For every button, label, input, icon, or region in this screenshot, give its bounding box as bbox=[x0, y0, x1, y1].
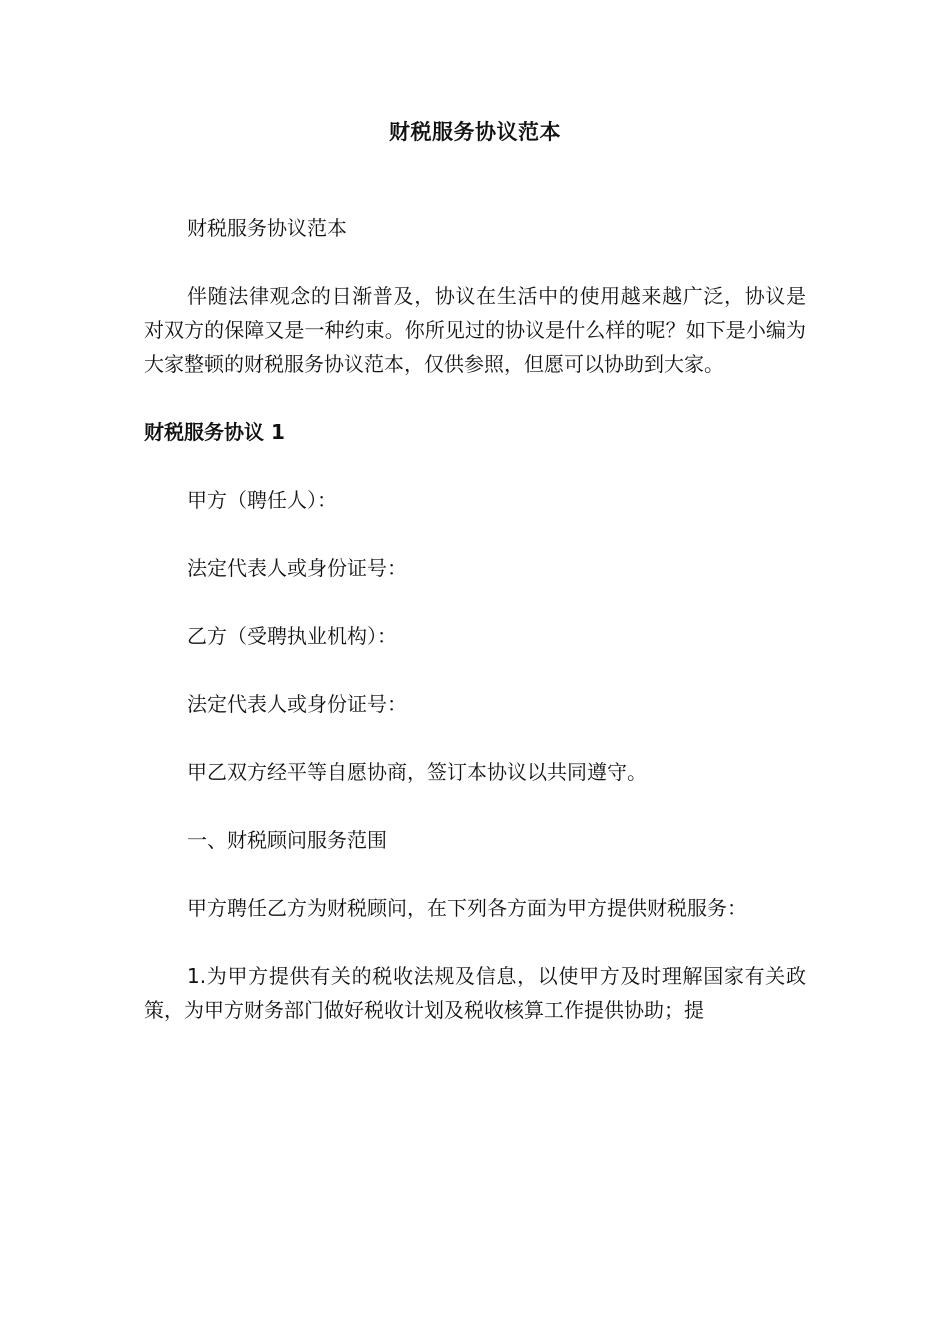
document-body bbox=[144, 211, 806, 1061]
paragraph-party-a-representative: 法定代表人或身份证号： bbox=[187, 556, 407, 580]
paragraph-clause-item-1: 1.为甲方提供有关的税收法规及信息，以使甲方及时理解国家有关政策，为甲方财务部门做好税收计划及税收核算工作提供协助；提 bbox=[144, 964, 806, 1022]
paragraph-intro: 伴随法律观念的日渐普及，协议在生活中的使用越来越广泛，协议是对双方的保障又是一种约束。你所见过的协议是什么样的呢？如下是小编为大家整顿的财税服务协议范本，仅供参照，但愿可以协助到大家。 bbox=[144, 284, 806, 376]
paragraph-party-a: 甲方（聘任人）： bbox=[187, 488, 337, 512]
paragraph-clause-heading: 一、财税顾问服务范围 bbox=[187, 828, 387, 852]
paragraph-agreement-statement: 甲乙双方经平等自愿协商，签订本协议以共同遵守。 bbox=[187, 760, 647, 784]
document-title: 财税服务协议范本 bbox=[389, 120, 561, 144]
section-heading: 财税服务协议 1 bbox=[144, 420, 285, 444]
paragraph-party-b-representative: 法定代表人或身份证号： bbox=[187, 692, 407, 716]
paragraph-party-b: 乙方（受聘执业机构）： bbox=[187, 624, 397, 648]
paragraph-subtitle: 财税服务协议范本 bbox=[187, 216, 347, 240]
paragraph-clause-intro: 甲方聘任乙方为财税顾问，在下列各方面为甲方提供财税服务： bbox=[187, 896, 747, 920]
